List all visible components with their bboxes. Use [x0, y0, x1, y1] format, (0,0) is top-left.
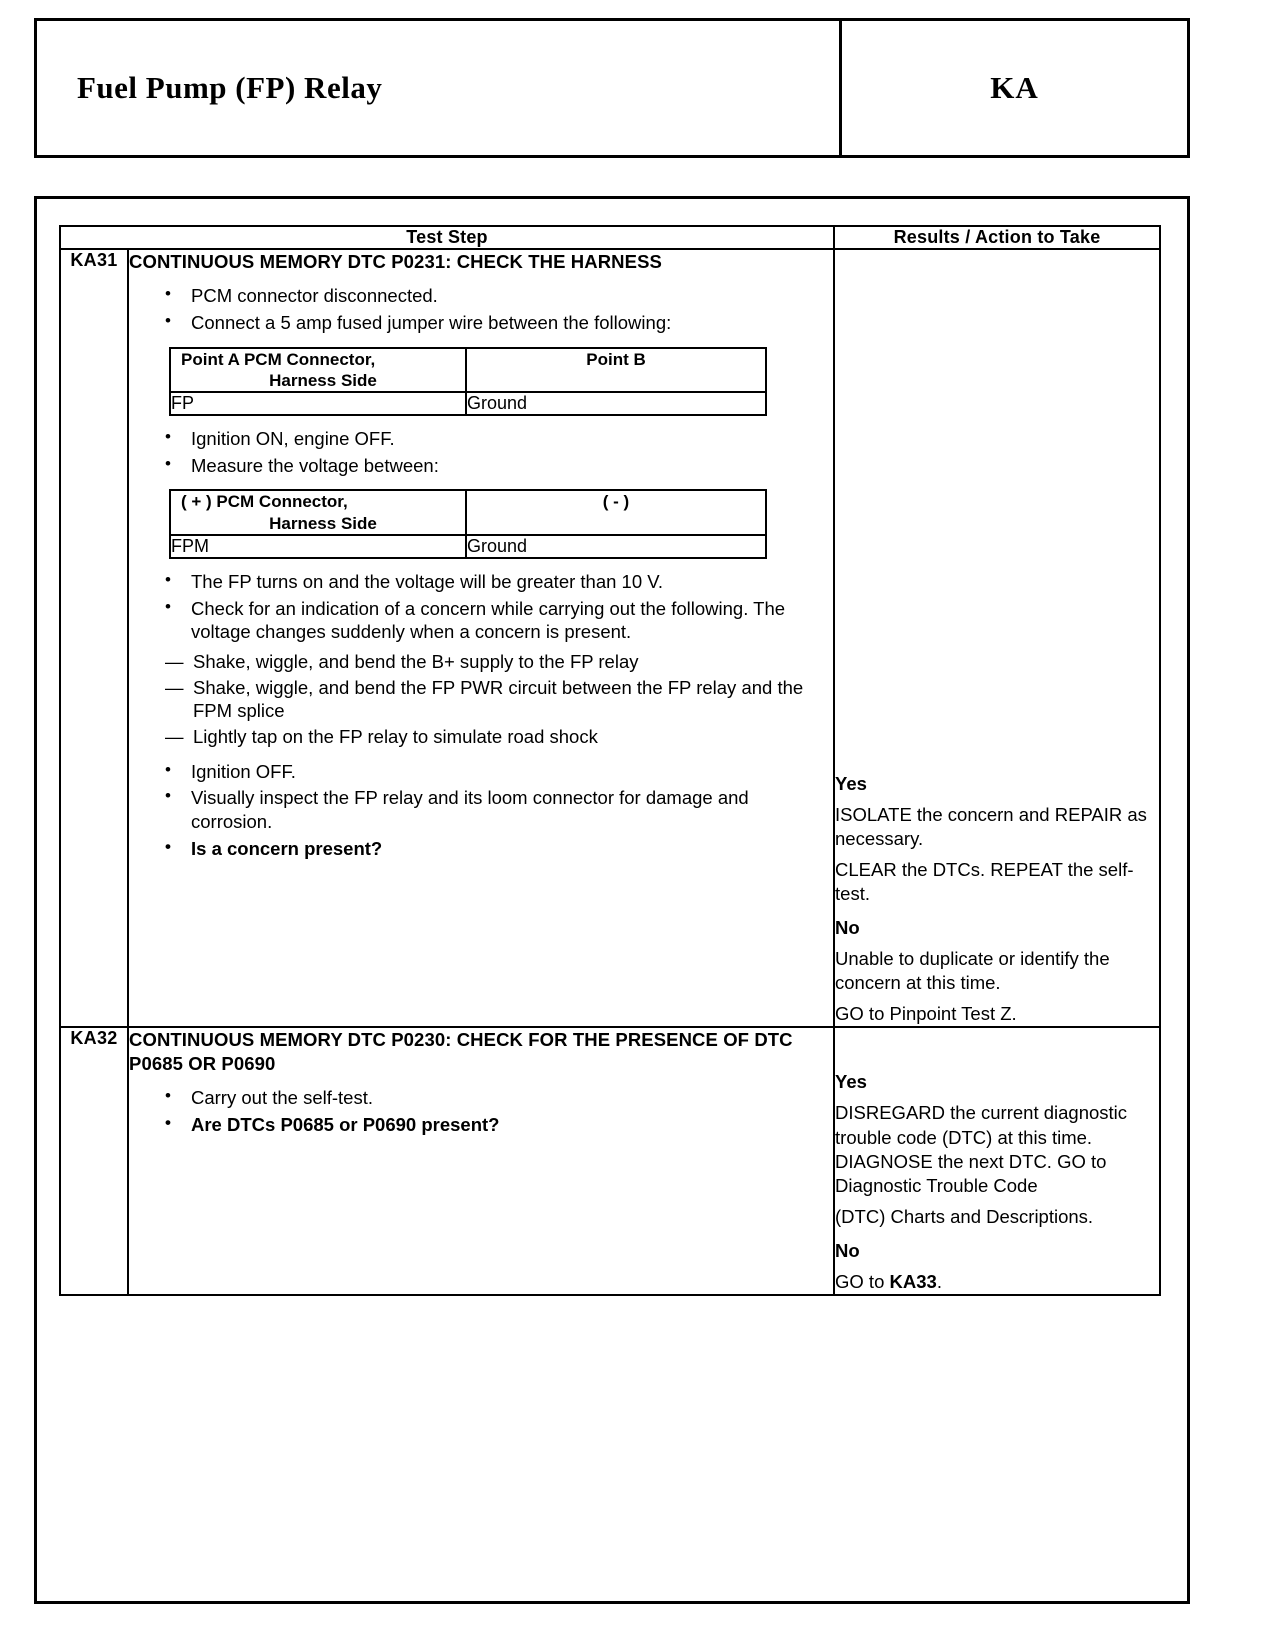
inner-header-point-a-line1: Point A PCM Connector,	[181, 349, 376, 369]
step-bullets-group-3	[129, 570, 833, 644]
result-no-text-ka32	[835, 1270, 1159, 1294]
column-header-results: Results / Action to Take	[834, 226, 1160, 249]
voltage-measure-table	[169, 489, 767, 559]
result-yes-text-1-ka31: ISOLATE the concern and REPAIR as necessary.	[835, 804, 1147, 850]
table-header-row	[60, 226, 1160, 249]
result-no-text-2-ka31: GO to Pinpoint Test Z.	[835, 1003, 1017, 1025]
step-id-ka31: KA31	[60, 249, 128, 1027]
pinpoint-test-table	[59, 225, 1161, 1296]
results-cell-ka31	[834, 249, 1160, 1027]
result-no-label-ka32: No	[835, 1239, 860, 1261]
content-frame	[34, 196, 1190, 1604]
result-no-label-ka31: No	[835, 917, 860, 939]
step-dash-list	[129, 650, 833, 749]
section-code: KA	[990, 70, 1039, 105]
table-row	[60, 1027, 1160, 1294]
list-item: • Carry out the self-test.	[159, 1086, 833, 1110]
result-no-suffix-ka32: .	[936, 1270, 942, 1292]
page-header	[34, 18, 1190, 158]
result-yes-label-ka32: Yes	[835, 1071, 867, 1093]
inner-cell-point-b-value: Ground	[466, 392, 766, 415]
inner-cell-positive-value: FPM	[170, 535, 466, 558]
table-row	[60, 249, 1160, 1027]
results-spacer-ka31	[835, 250, 1159, 762]
table-row	[170, 392, 766, 415]
table-row	[170, 490, 766, 535]
result-yes-text-2-ka32: (DTC) Charts and Descriptions.	[835, 1205, 1094, 1227]
list-item: • Visually inspect the FP relay and its loom connector for damage and corrosion.	[159, 786, 833, 833]
header-code-cell	[842, 21, 1187, 155]
list-item: • Connect a 5 amp fused jumper wire between the following:	[159, 311, 833, 335]
result-no-text-1-ka31: Unable to duplicate or identify the concern at this time.	[835, 948, 1110, 994]
inner-header-negative: ( - )	[466, 490, 766, 535]
list-item: • Ignition OFF.	[159, 760, 833, 784]
list-item: — Lightly tap on the FP relay to simulate road shock	[165, 725, 833, 749]
inner-cell-negative-value: Ground	[466, 535, 766, 558]
point-a-point-b-table	[169, 347, 767, 417]
step-content-ka32	[128, 1027, 834, 1294]
list-item: — Shake, wiggle, and bend the B+ supply to the FP relay	[165, 650, 833, 674]
list-item: • PCM connector disconnected.	[159, 284, 833, 308]
step-content-ka31	[128, 249, 834, 1027]
inner-header-positive	[170, 490, 466, 535]
step-bullets-group-1	[129, 284, 833, 334]
step-bullets-ka32	[129, 1086, 833, 1136]
result-no-link-ka32: KA33	[889, 1270, 937, 1292]
step-bullets-group-4	[129, 760, 833, 861]
list-item: • Ignition ON, engine OFF.	[159, 427, 833, 451]
result-yes-text-2-ka31: CLEAR the DTCs. REPEAT the self-test.	[835, 859, 1134, 905]
list-item: — Shake, wiggle, and bend the FP PWR circuit between the FP relay and the FPM splice	[165, 676, 833, 723]
step-question-ka32: • Are DTCs P0685 or P0690 present?	[159, 1113, 833, 1137]
step-bullets-group-2	[129, 427, 833, 477]
table-row	[170, 535, 766, 558]
results-spacer-ka32	[835, 1028, 1159, 1060]
step-title-ka32: CONTINUOUS MEMORY DTC P0230: CHECK FOR THE PRESENCE OF DTC P0685 OR P0690	[129, 1029, 793, 1074]
inner-header-point-a-line2: Harness Side	[269, 370, 377, 390]
step-title-ka31: CONTINUOUS MEMORY DTC P0231: CHECK THE HARNESS	[129, 251, 662, 272]
list-item: • The FP turns on and the voltage will be greater than 10 V.	[159, 570, 833, 594]
inner-cell-point-a-value: FP	[170, 392, 466, 415]
result-yes-label-ka31: Yes	[835, 773, 867, 794]
header-title-cell	[37, 21, 842, 155]
table-row	[170, 348, 766, 393]
page-title: Fuel Pump (FP) Relay	[77, 70, 383, 105]
inner-header-point-a	[170, 348, 466, 393]
step-question-ka31: • Is a concern present?	[159, 837, 833, 861]
result-no-prefix-ka32: GO to	[835, 1270, 890, 1292]
result-yes-text-1-ka32: DISREGARD the current diagnostic trouble code (DTC) at this time. DIAGNOSE the next DTC. GO to Diagnostic Trouble Code	[835, 1102, 1128, 1196]
list-item: • Check for an indication of a concern while carrying out the following. The voltage changes suddenly when a concern is present.	[159, 597, 833, 644]
results-cell-ka32	[834, 1027, 1160, 1294]
inner-header-point-b: Point B	[466, 348, 766, 393]
inner-header-positive-line1: ( + ) PCM Connector,	[181, 492, 348, 512]
list-item: • Measure the voltage between:	[159, 454, 833, 478]
inner-header-positive-line2: Harness Side	[269, 513, 377, 533]
step-id-ka32: KA32	[60, 1027, 128, 1294]
column-header-test-step: Test Step	[60, 226, 834, 249]
